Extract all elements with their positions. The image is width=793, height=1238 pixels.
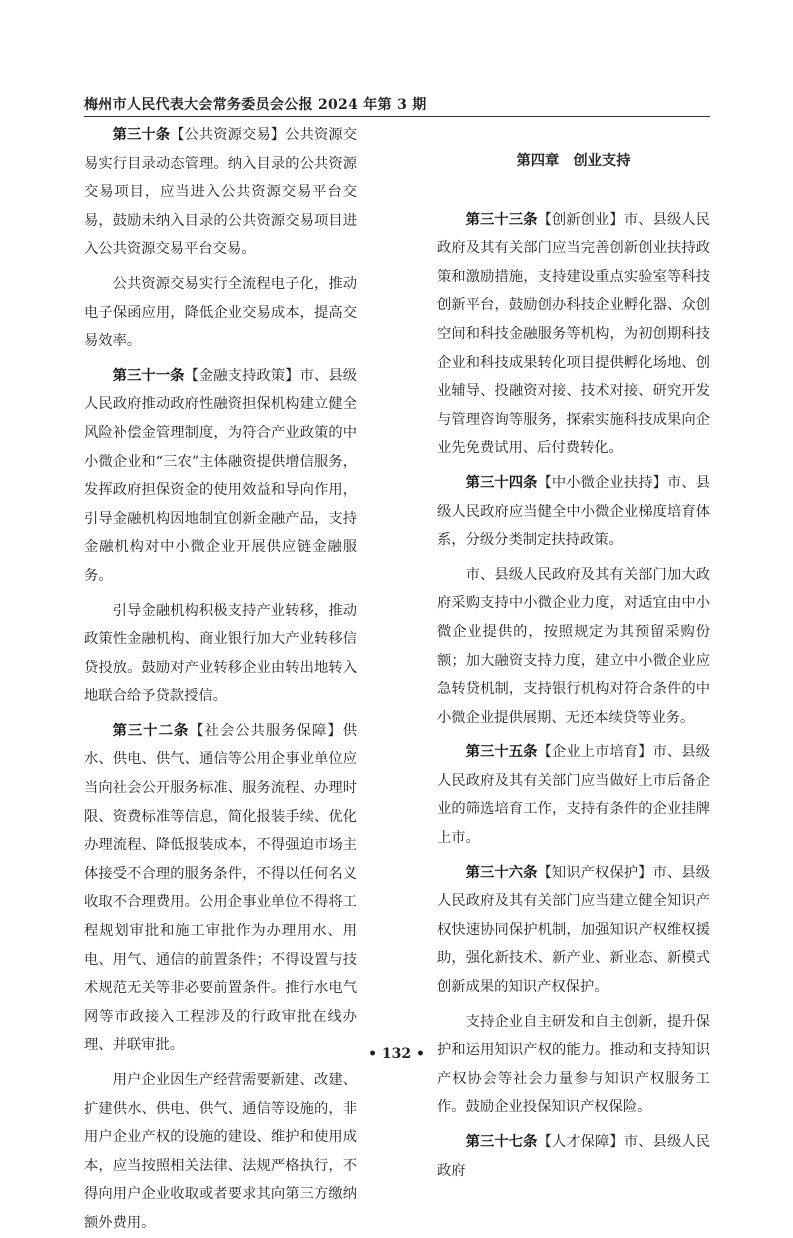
article-number: 第三十一条 bbox=[112, 367, 185, 384]
article-topic: 【人才保障】 bbox=[537, 1134, 624, 1150]
article-topic: 【金融支持政策】 bbox=[184, 367, 300, 384]
paragraph: 用户企业因生产经营需要新建、改建、扩建供水、供电、供气、通信等设施的，非用户企业产权的设施的建设、维护和使用成本，应当按照相关法律、法规严格执行，不得向用户企业收取或者要求其向第三方缴纳额外费用。 bbox=[84, 1072, 357, 1231]
chapter-number: 第四章 bbox=[516, 153, 560, 169]
article-number: 第三十二条 bbox=[112, 722, 190, 739]
article-34 bbox=[437, 469, 710, 555]
right-column bbox=[437, 121, 710, 1185]
article-text: 市、县级人民政府及其有关部门应当完善创新创业扶持政策和激励措施，支持建设重点实验室等科技创新平台，鼓励创办科技企业孵化器、众创空间和科技金融服务等机构，为初创期科技企业和科技成果转化项目提供孵化场地、创业辅导、投融资对接、技术对接、研究开发与管理咨询等服务，探索实施科技成果向企业先免费试用、后付费转化。 bbox=[437, 211, 711, 457]
article-33 bbox=[437, 206, 710, 463]
article-text: 市、县级人民政府应当健全中小微企业梯度培育体系，分级分类制定扶持政策。 bbox=[437, 474, 711, 549]
paragraph: 引导金融机构积极支持产业转移，推动政策性金融机构、商业银行加大产业转移信贷投放。鼓励对产业转移企业由转出地转入地联合给予贷款授信。 bbox=[84, 602, 357, 705]
article-text: 市、县级人民政府及其有关部门应当做好上市后备企业的筛选培育工作，支持有条件的企业挂牌上市。 bbox=[437, 744, 711, 847]
article-topic: 【社会公共服务保障】 bbox=[189, 722, 343, 739]
article-number: 第三十条 bbox=[112, 127, 171, 143]
bulletin-header: 梅州市人民代表大会常务委员会公报 2024 年第 3 期 bbox=[84, 97, 427, 113]
chapter-title: 创业支持 bbox=[573, 153, 631, 169]
article-topic: 【企业上市培育】 bbox=[537, 744, 653, 761]
header-divider bbox=[84, 116, 710, 117]
article-text: 市、县级人民政府及其有关部门应当建立健全知识产权快速协同保护机制，加强知识产权维权援助，强化新技术、新产业、新业态、新模式创新成果的知识产权保护。 bbox=[437, 864, 711, 996]
article-number: 第三十四条 bbox=[465, 474, 538, 491]
article-30 bbox=[84, 121, 357, 264]
chapter-heading bbox=[437, 147, 710, 176]
article-35 bbox=[437, 738, 710, 852]
article-text: 公共资源交易实行目录动态管理。纳入目录的公共资源交易项目，应当进入公共资源交易平台交易，鼓励未纳入目录的公共资源交易项目进入公共资源交易平台交易。 bbox=[84, 127, 358, 258]
article-37 bbox=[437, 1128, 710, 1185]
article-31 bbox=[84, 362, 357, 591]
article-number: 第三十五条 bbox=[465, 744, 538, 761]
article-text: 供水、供电、供气、通信等公用企事业单位应当向社会公开服务标准、服务流程、办理时限、资费标准等信息，简化报装手续、优化办理流程、降低报装成本，不得强迫市场主体接受不合理的服务条件，不得以任何名义收取不合理费用。公用企事业单位不得将工程规划审批和施工审批作为办理用水、用电、用气、通信的前置条件；不得设置与技术规范无关等非必要前置条件。推行水电气网等市政接入工程涉及的行政审批在线办理、并联审批。 bbox=[84, 722, 357, 1054]
article-number: 第三十六条 bbox=[465, 864, 538, 881]
article-number: 第三十三条 bbox=[465, 211, 538, 228]
article-number: 第三十七条 bbox=[465, 1134, 538, 1150]
article-topic: 【中小微企业扶持】 bbox=[537, 474, 667, 491]
page-number: • 132 • bbox=[368, 1046, 425, 1062]
paragraph: 支持企业自主研发和自主创新，提升保护和运用知识产权的能力。推动和支持知识产权协会等社会力量参与知识产权服务工作。鼓励企业投保知识产权保险。 bbox=[437, 1013, 710, 1116]
article-36 bbox=[437, 859, 710, 1002]
paragraph: 公共资源交易实行全流程电子化，推动电子保函应用，降低企业交易成本，提高交易效率。 bbox=[84, 275, 357, 350]
article-32 bbox=[84, 717, 357, 1060]
article-text: 市、县级人民政府推动政府性融资担保机构建立健全风险补偿金管理制度，为符合产业政策的中小微企业和“三农”主体融资提供增信服务，发挥政府担保资金的使用效益和导向作用，引导金融机构因地制宜创新金融产品，支持金融机构对中小微企业开展供应链金融服务。 bbox=[84, 367, 358, 584]
article-text: 市、县级人民政府 bbox=[437, 1134, 711, 1179]
left-column bbox=[84, 121, 357, 1238]
article-topic: 【知识产权保护】 bbox=[537, 864, 653, 881]
article-topic: 【创新创业】 bbox=[537, 211, 624, 228]
paragraph: 市、县级人民政府及其有关部门加大政府采购支持中小微企业力度，对适宜由中小微企业提供的，按照规定为其预留采购份额；加大融资支持力度，建立中小微企业应急转贷机制，支持银行机构对符合条件的中小微企业提供展期、无还本续贷等业务。 bbox=[437, 566, 710, 726]
article-topic: 【公共资源交易】 bbox=[170, 127, 286, 143]
